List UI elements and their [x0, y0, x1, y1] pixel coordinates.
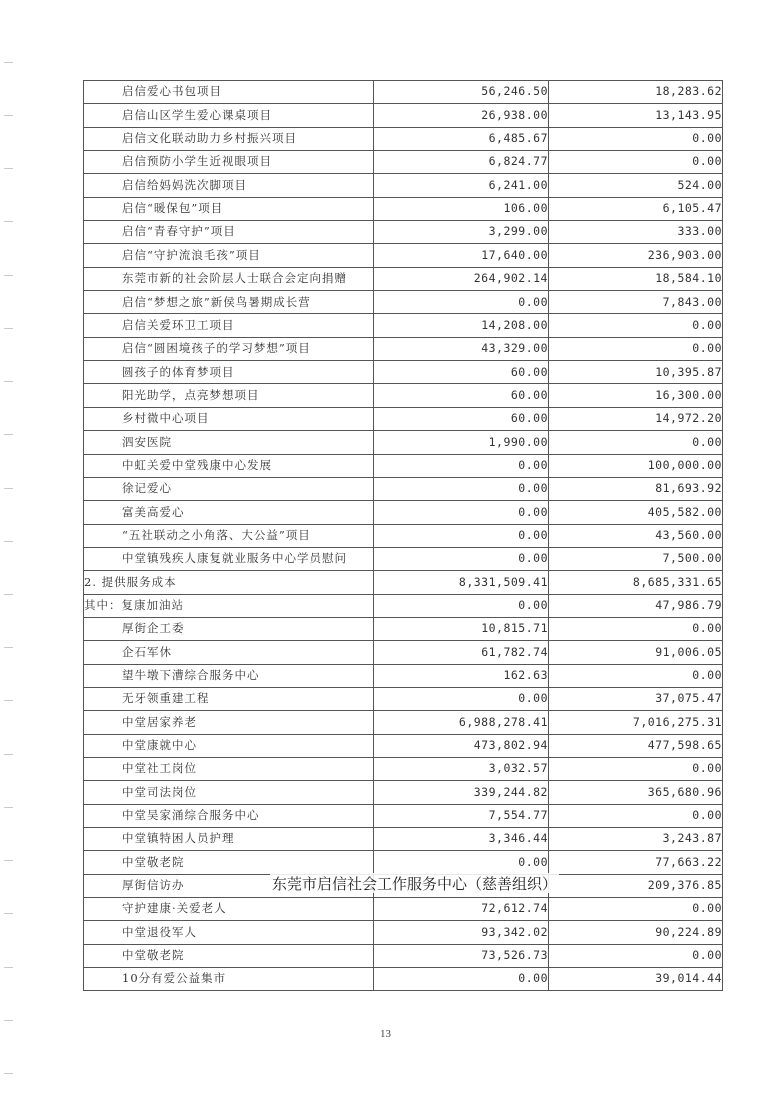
- current-amount-cell: 10,815.71: [374, 617, 549, 640]
- table-row: [84, 454, 723, 477]
- previous-amount-cell: 7,500.00: [549, 547, 723, 570]
- previous-amount-cell: 43,560.00: [549, 524, 723, 547]
- current-amount-cell: 264,902.14: [374, 267, 549, 290]
- table-row: [84, 197, 723, 220]
- margin-tick: [4, 967, 13, 968]
- table-row: [84, 944, 723, 967]
- item-name-cell: 中虹关爱中堂残康中心发展: [84, 454, 374, 477]
- previous-amount-cell: 209,376.85: [549, 874, 723, 897]
- table-row: [84, 81, 723, 104]
- margin-tick: [4, 275, 13, 276]
- organization-watermark: 东莞市启信社会工作服务中心（慈善组织）: [272, 875, 558, 893]
- previous-amount-cell: 37,075.47: [549, 687, 723, 710]
- item-name-cell: 中堂镇残疾人康复就业服务中心学员慰问: [84, 547, 374, 570]
- current-amount-cell: 6,824.77: [374, 151, 549, 174]
- item-name-cell: 启信文化联动助力乡村振兴项目: [84, 127, 374, 150]
- previous-amount-cell: 0.00: [549, 617, 723, 640]
- item-name-cell: 中堂司法岗位: [84, 781, 374, 804]
- table-row: [84, 804, 723, 827]
- table-row: [84, 501, 723, 524]
- item-name-cell: 启信给妈妈洗次脚项目: [84, 174, 374, 197]
- current-amount-cell: 43,329.00: [374, 337, 549, 360]
- current-amount-cell: 0.00: [374, 687, 549, 710]
- table-row: [84, 431, 723, 454]
- current-amount-cell: 3,032.57: [374, 757, 549, 780]
- item-name-cell: 厚街信访办: [84, 874, 374, 897]
- previous-amount-cell: 39,014.44: [549, 968, 723, 991]
- current-amount-cell: 0.00: [374, 851, 549, 874]
- previous-amount-cell: 13,143.95: [549, 104, 723, 127]
- margin-tick: [4, 1073, 13, 1074]
- item-name-cell: 启信山区学生爱心课桌项目: [84, 104, 374, 127]
- item-name-cell: 富美高爱心: [84, 501, 374, 524]
- previous-amount-cell: 91,006.05: [549, 641, 723, 664]
- margin-tick: [4, 913, 13, 914]
- previous-amount-cell: 333.00: [549, 221, 723, 244]
- table-row: [84, 384, 723, 407]
- item-name-cell: 厚街企工委: [84, 617, 374, 640]
- item-name-cell: 中堂敬老院: [84, 851, 374, 874]
- previous-amount-cell: 77,663.22: [549, 851, 723, 874]
- current-amount-cell: 3,346.44: [374, 828, 549, 851]
- item-name-cell: 其中：复康加油站: [84, 594, 374, 617]
- current-amount-cell: 3,299.00: [374, 221, 549, 244]
- previous-amount-cell: 365,680.96: [549, 781, 723, 804]
- table-row: [84, 711, 723, 734]
- current-amount-cell: 26,938.00: [374, 104, 549, 127]
- table-row: [84, 244, 723, 267]
- table-row: [84, 734, 723, 757]
- item-name-cell: 中堂敬老院: [84, 944, 374, 967]
- table-row: [84, 828, 723, 851]
- previous-amount-cell: 81,693.92: [549, 477, 723, 500]
- table-row: [84, 757, 723, 780]
- financial-table-body: [84, 81, 723, 991]
- table-row: [84, 314, 723, 337]
- previous-amount-cell: 0.00: [549, 127, 723, 150]
- previous-amount-cell: 0.00: [549, 898, 723, 921]
- previous-amount-cell: 477,598.65: [549, 734, 723, 757]
- current-amount-cell: 339,244.82: [374, 781, 549, 804]
- item-name-cell: 启信“梦想之旅”新侯鸟暑期成长营: [84, 291, 374, 314]
- item-name-cell: 启信“青春守护”项目: [84, 221, 374, 244]
- table-row: [84, 361, 723, 384]
- margin-tick: [4, 700, 13, 701]
- financial-table: [83, 80, 723, 991]
- item-name-cell: 2. 提供服务成本: [84, 571, 374, 594]
- current-amount-cell: 8,331,509.41: [374, 571, 549, 594]
- current-amount-cell: 0.00: [374, 524, 549, 547]
- table-row: [84, 851, 723, 874]
- current-amount-cell: 7,554.77: [374, 804, 549, 827]
- margin-tick: [4, 221, 13, 222]
- item-name-cell: 守护建康·关爱老人: [84, 898, 374, 921]
- previous-amount-cell: 18,584.10: [549, 267, 723, 290]
- current-amount-cell: 72,612.74: [374, 898, 549, 921]
- previous-amount-cell: 0.00: [549, 757, 723, 780]
- current-amount-cell: 0.00: [374, 501, 549, 524]
- table-row: [84, 291, 723, 314]
- item-name-cell: 中堂康就中心: [84, 734, 374, 757]
- table-row: [84, 968, 723, 991]
- current-amount-cell: 0.00: [374, 547, 549, 570]
- previous-amount-cell: 236,903.00: [549, 244, 723, 267]
- previous-amount-cell: 0.00: [549, 337, 723, 360]
- previous-amount-cell: 8,685,331.65: [549, 571, 723, 594]
- table-row: [84, 407, 723, 430]
- margin-tick: [4, 62, 13, 63]
- previous-amount-cell: 524.00: [549, 174, 723, 197]
- previous-amount-cell: 0.00: [549, 804, 723, 827]
- margin-tick: [4, 754, 13, 755]
- item-name-cell: 乡村微中心项目: [84, 407, 374, 430]
- item-name-cell: 中堂镇特困人员护理: [84, 828, 374, 851]
- table-row: [84, 221, 723, 244]
- table-row: [84, 781, 723, 804]
- margin-tick: [4, 807, 13, 808]
- current-amount-cell: 0.00: [374, 454, 549, 477]
- table-row: [84, 687, 723, 710]
- current-amount-cell: 6,988,278.41: [374, 711, 549, 734]
- current-amount-cell: 56,246.50: [374, 81, 549, 104]
- margin-tick: [4, 115, 13, 116]
- item-name-cell: 无牙领重建工程: [84, 687, 374, 710]
- item-name-cell: 启信“守护流浪毛孩”项目: [84, 244, 374, 267]
- current-amount-cell: 14,208.00: [374, 314, 549, 337]
- table-row: [84, 898, 723, 921]
- previous-amount-cell: 7,016,275.31: [549, 711, 723, 734]
- table-row: [84, 104, 723, 127]
- current-amount-cell: 6,241.00: [374, 174, 549, 197]
- table-row: [84, 664, 723, 687]
- previous-amount-cell: 0.00: [549, 431, 723, 454]
- current-amount-cell: 61,782.74: [374, 641, 549, 664]
- table-row: [84, 921, 723, 944]
- current-amount-cell: 1,990.00: [374, 431, 549, 454]
- item-name-cell: 中堂吴家涌综合服务中心: [84, 804, 374, 827]
- margin-tick: [4, 647, 13, 648]
- item-name-cell: 启信“圆困境孩子的学习梦想”项目: [84, 337, 374, 360]
- previous-amount-cell: 0.00: [549, 664, 723, 687]
- item-name-cell: 启信“暖保包”项目: [84, 197, 374, 220]
- item-name-cell: 中堂退役军人: [84, 921, 374, 944]
- previous-amount-cell: 14,972.20: [549, 407, 723, 430]
- item-name-cell: 10分有爱公益集市: [84, 968, 374, 991]
- margin-tick: [4, 434, 13, 435]
- previous-amount-cell: 10,395.87: [549, 361, 723, 384]
- current-amount-cell: 6,485.67: [374, 127, 549, 150]
- item-name-cell: 启信预防小学生近视眼项目: [84, 151, 374, 174]
- table-row: [84, 641, 723, 664]
- current-amount-cell: 0.00: [374, 968, 549, 991]
- margin-tick: [4, 381, 13, 382]
- table-row: [84, 127, 723, 150]
- current-amount-cell: 106.00: [374, 197, 549, 220]
- current-amount-cell: 60.00: [374, 407, 549, 430]
- previous-amount-cell: 47,986.79: [549, 594, 723, 617]
- previous-amount-cell: 100,000.00: [549, 454, 723, 477]
- page-number: 13: [380, 1028, 391, 1040]
- margin-tick: [4, 328, 13, 329]
- item-name-cell: 圆孩子的体育梦项目: [84, 361, 374, 384]
- current-amount-cell: 0.00: [374, 291, 549, 314]
- previous-amount-cell: 0.00: [549, 151, 723, 174]
- table-row: [84, 337, 723, 360]
- item-name-cell: 阳光助学，点亮梦想项目: [84, 384, 374, 407]
- current-amount-cell: 0.00: [374, 477, 549, 500]
- previous-amount-cell: 405,582.00: [549, 501, 723, 524]
- current-amount-cell: 0.00: [374, 594, 549, 617]
- item-name-cell: 启信关爱环卫工项目: [84, 314, 374, 337]
- binding-margin-marks: [0, 0, 16, 1099]
- previous-amount-cell: 7,843.00: [549, 291, 723, 314]
- item-name-cell: 徐记爱心: [84, 477, 374, 500]
- table-row: [84, 477, 723, 500]
- previous-amount-cell: 18,283.62: [549, 81, 723, 104]
- margin-tick: [4, 168, 13, 169]
- margin-tick: [4, 1020, 13, 1021]
- item-name-cell: 中堂居家养老: [84, 711, 374, 734]
- table-row: [84, 524, 723, 547]
- margin-tick: [4, 860, 13, 861]
- margin-tick: [4, 541, 13, 542]
- previous-amount-cell: 3,243.87: [549, 828, 723, 851]
- previous-amount-cell: 90,224.89: [549, 921, 723, 944]
- previous-amount-cell: 16,300.00: [549, 384, 723, 407]
- item-name-cell: 启信爱心书包项目: [84, 81, 374, 104]
- previous-amount-cell: 0.00: [549, 944, 723, 967]
- current-amount-cell: 73,526.73: [374, 944, 549, 967]
- item-name-cell: 中堂社工岗位: [84, 757, 374, 780]
- previous-amount-cell: 6,105.47: [549, 197, 723, 220]
- item-name-cell: 泗安医院: [84, 431, 374, 454]
- current-amount-cell: 473,802.94: [374, 734, 549, 757]
- margin-tick: [4, 488, 13, 489]
- table-row: [84, 547, 723, 570]
- item-name-cell: 企石军休: [84, 641, 374, 664]
- table-row: [84, 174, 723, 197]
- previous-amount-cell: 0.00: [549, 314, 723, 337]
- item-name-cell: 望牛墩下漕综合服务中心: [84, 664, 374, 687]
- item-name-cell: 东莞市新的社会阶层人士联合会定向捐赠: [84, 267, 374, 290]
- table-row: [84, 571, 723, 594]
- table-row: [84, 151, 723, 174]
- current-amount-cell: 17,640.00: [374, 244, 549, 267]
- current-amount-cell: 60.00: [374, 384, 549, 407]
- table-row: [84, 267, 723, 290]
- current-amount-cell: 93,342.02: [374, 921, 549, 944]
- current-amount-cell: 60.00: [374, 361, 549, 384]
- item-name-cell: “五社联动之小角落、大公益”项目: [84, 524, 374, 547]
- table-row: [84, 594, 723, 617]
- margin-tick: [4, 594, 13, 595]
- current-amount-cell: 162.63: [374, 664, 549, 687]
- table-row: [84, 617, 723, 640]
